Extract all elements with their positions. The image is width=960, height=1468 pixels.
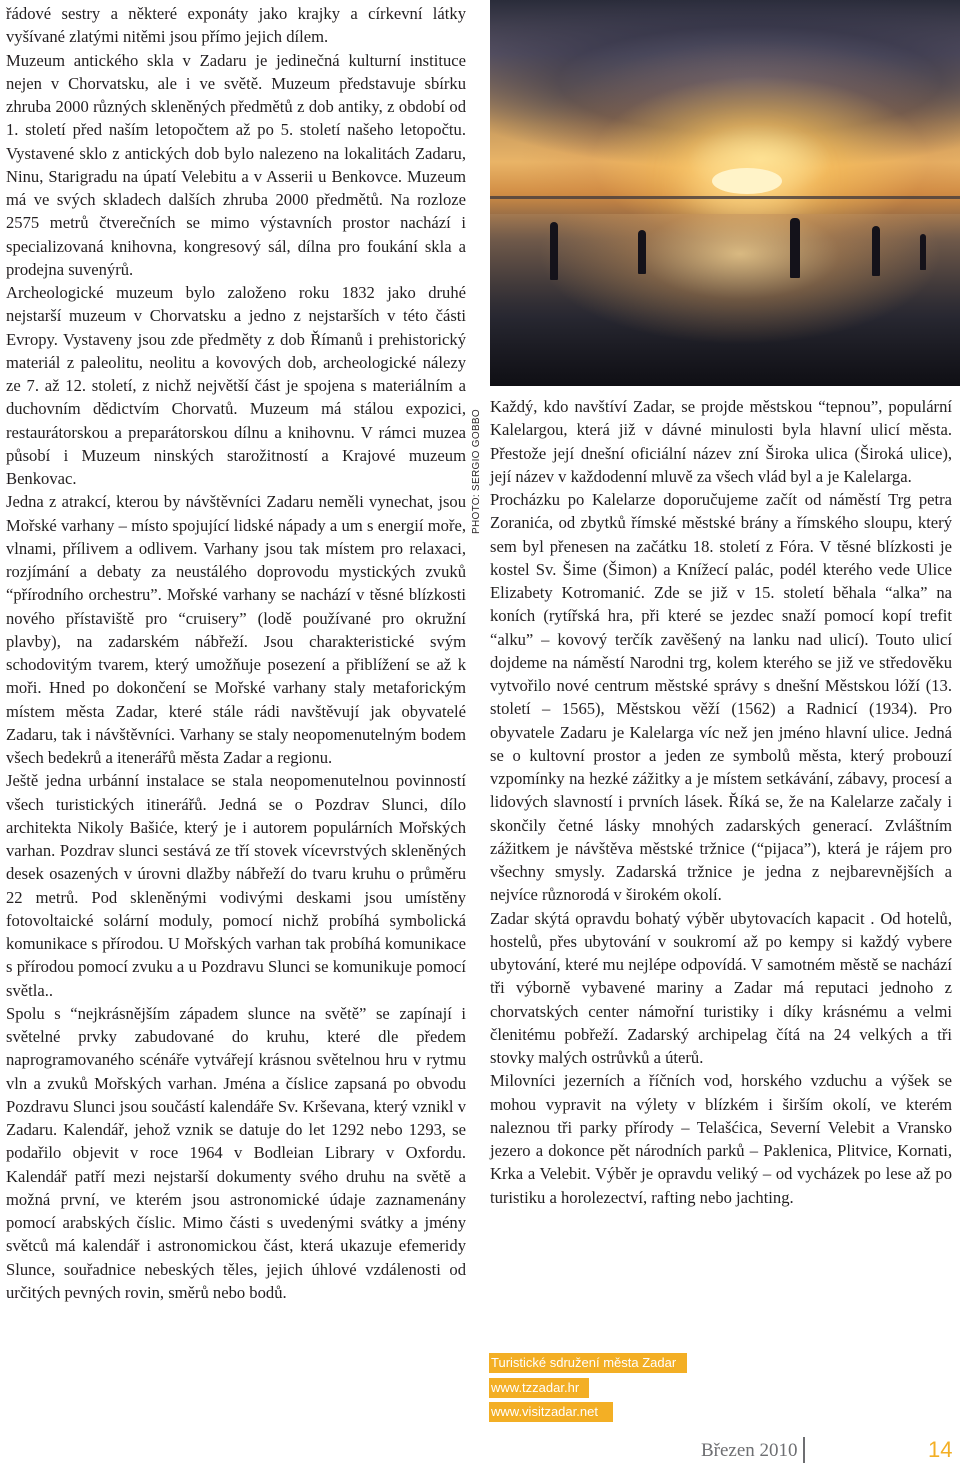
visitzadar-link[interactable]: www.visitzadar.net [489, 1402, 613, 1422]
paragraph: Zadar skýtá opravdu bohatý výběr ubytovacích kapacit . Od hotelů, hostelů, přes ubytování v soukromí až po kempy si každý vybere ubytování, které mu nejlépe odpovídá. V samotném městě se nachází tři výborně vybavené mariny a Zadar má reputaci jednoho z chorvatských center námořní turistiky i díky krásnému a velmi členitému pobřeží. Zadarský archipelag čítá na 24 velkých a tři stovky malých ostrůvků a úterů. [490, 908, 952, 1067]
sun-glow [712, 168, 782, 194]
paragraph: Každý, kdo navštíví Zadar, se projde městskou “tepnou”, populární Kalelargou, která již v dávné minulosti byla hlavní ulicí města. Přestože její dnešní oficiální název zní Široka ulica (Široká ulice), její název v každodenní mluvě za všech vlád byl a je Kalelarga. [490, 397, 952, 486]
left-text-column [6, 2, 466, 1304]
tourist-board-label: Turistické sdružení města Zadar [489, 1353, 687, 1373]
paragraph: řádové sestry a některé exponáty jako krajky a církevní látky vyšívané zlatými nitěmi jsou přímo jejich dílem. [6, 4, 466, 47]
silhouette-figure [872, 226, 880, 276]
footer-month: Březen 2010 [701, 1440, 798, 1461]
horizon-line [490, 196, 960, 199]
paragraph: Milovníci jezerních a říčních vod, horského vzduchu a výšek se mohou vypravit na výlety v blízkém i širším okolí, ve kterém naleznou tři parky přírody – Telašćica, Severní Velebit a Vransko jezero a dokonce pět národních parků – Paklenica, Plitvice, Kornati, Krka a Velebit. Výběr je opravdu veliký – od vycházek po lese až po turistiku a horolezectví, rafting nebo jachting. [490, 1071, 952, 1207]
silhouette-figure [920, 234, 926, 270]
paragraph: Archeologické muzeum bylo založeno roku 1832 jako druhé nejstarší muzeum v Chorvatsku a jedno z nejstarších v této části Evropy. Vystaveny jsou zde předměty z dob Římanů i prehistorický materiál z paleolitu, neolitu a kovových dob, archeologické nálezy ze 7. až 12. století, z nichž největší část je spojena s materiálním a duchovním dědictvím Chorvatů. Muzeum má stálou expozici, restaurátorskou a preparátorskou dílnu a knihovnu. V rámci muzea působí i Muzeum ninských starožitností a Krajové muzeum Benkovac. [6, 283, 466, 488]
page-number: 14 [928, 1437, 953, 1462]
sunset-photo [490, 0, 960, 386]
paragraph: Spolu s “nejkrásnějším západem slunce na světě” se zapínají i světelné prvky zabudované do kruhu, které dle předem naprogramovaného scénáře vytvářejí krásnou světelnou hru v rytmu vln a zvuků Mořských varhan. Jména a číslice zapsaná po obvodu Pozdravu Slunci jsou součástí kalendáře Sv. Krševana, který vznikl v Zadaru. Kalendář, jehož vznik se datuje do let 1292 nebo 1293, se podařilo objevit v roce 1964 v Bodleian Library v Oxfordu. Kalendář patří mezi nejstarší dokumenty svého druhu na světě a možná první, ve kterém jsou astronomické údaje zaznamenány pomocí arabských číslic. Mimo části s uvedenými svátky a jmény světců má kalendář i astronomickou část, která ukazuje efemeridy Slunce, souřadnice nebeských těles, jejich úhlové vzdálenosti od určitých pevných rovin, směrů nebo bodů. [6, 1003, 466, 1302]
tzzadar-link[interactable]: www.tzzadar.hr [489, 1378, 589, 1398]
paragraph: Muzeum antického skla v Zadaru je jedinečná kulturní instituce nejen v Chorvatsku, ale i ve světě. Muzeum představuje sbírku zhruba 2000 různých skleněných předmětů z dob antiky, z období od 1. století před naším letopočtem až po 5. století našeho letopočtu. Vystavené sklo z antických dob bylo nalezeno na lokalitách Zadaru, Ninu, Starigradu na úpatí Velebitu a v Asserii u Benkovce. Muzeum má ve svých skladech dalších zhruba 2000 předmětů. Na rozloze 2575 metrů čtverečních se mimo výstavních prostor nachází i specializovaná knihovna, kongresový sál, dílna pro foukání skla a prodejna suvenýrů. [6, 50, 466, 279]
footer-divider [803, 1437, 805, 1463]
paragraph: Ještě jedna urbánní instalace se stala neopomenutelnou povinností všech turistických itinerářů. Jedná se o Pozdrav Slunci, dílo architekta Nikoly Bašiće, který je i autorem populárních Mořských varhan. Pozdrav slunci sestává ze tří stovek vícevrstvých skleněných desek osazených v úrovni dlažby nábřeží do tvaru kruhu o průměru 22 metrů. Pod skleněnými vodivými deskami jsou umístěny fotovoltaické solární moduly, pomocí nichž probíhá symbolická komunikace s přírodou. U Mořských varhan tak probíhá komunikace s přírodou pomocí zvuku a u Pozdravu Slunci se komunikuje pomocí světla.. [6, 771, 466, 1000]
photo-credit [469, 384, 485, 534]
silhouette-figure [638, 230, 646, 274]
silhouette-figure [550, 222, 558, 280]
paragraph: Jedna z atrakcí, kterou by návštěvníci Zadaru neměli vynechat, jsou Mořské varhany – místo spojující lidské nápady a um s energií moře, vlnami, přílivem a odlivem. Varhany jsou tak místem pro relaxaci, rozjímání a debaty za neustálého doprovodu mystických zvuků “přírodního orchestru”. Mořské varhany se nachází v těsné blízkosti nového přístaviště pro “cruisery” (lodě používané pro okružní plavby), na zadarském nábřeží. Jsou charakteristické svým schodovitým tvarem, který umožňuje posezení a přiblížení se až k moři. Hned po dokončení se Mořské varhany staly metaforickým místem města Zadar, které stále rádi navštěvují jak obyvatelé Zadaru, tak i návštěvníci. Varhany se staly neopomenutelným bodem všech bedekrů a itenerářů města Zadar a regionu. [6, 492, 466, 767]
right-text-column [490, 395, 952, 1209]
water-reflection [490, 214, 960, 386]
silhouette-figure [790, 218, 800, 278]
paragraph: Procházku po Kalelarze doporučujeme začít od náměstí Trg petra Zoranića, od zbytků římské městské brány a římského sloupu, který sem byl přenesen na začátku 18. století z Fóra. V těsné blízkosti je kostel Sv. Šime (Šimon) a Knížecí palác, podél kterého vede Ulice Elizabety Kotromanić. Zde se již v 15. století běhala “alka” na koních (rytířská hra, při které se jezdec snaží pomocí kopí trefit “alku” – kovový terčík zavěšený na lanku nad ulicí). Touto ulicí dojdeme na náměstí Narodni trg, kolem kterého se již ve středověku vytvořilo nové centrum městské správy s dnešní Městskou lóží (13. století – 1565), Městskou věží (1562) a Radnicí (1934). Pro obyvatele Zadaru je Kalelarga víc než jen jméno hlavní ulice. Jedná se o kultovní prostor a jeden ze symbolů města, který probouzí vzpomínky na hezké zážitky a je místem setkávání, zábavy, procesí a lidových slavností i prvních lásek. Říká se, že na Kalelarze začaly i skončily četné lásky mnohých zadarských generací. Zvláštním zážitkem je návštěva městské tržnice (“pijaca”), která je rájem pro všechny smysly. Zadarská tržnice je jedna z nejbarevnějších a nejvíce různorodá v širokém okolí. [490, 490, 952, 905]
photo-credit-text: PHOTO: SERGIO GOBBO [471, 409, 482, 534]
